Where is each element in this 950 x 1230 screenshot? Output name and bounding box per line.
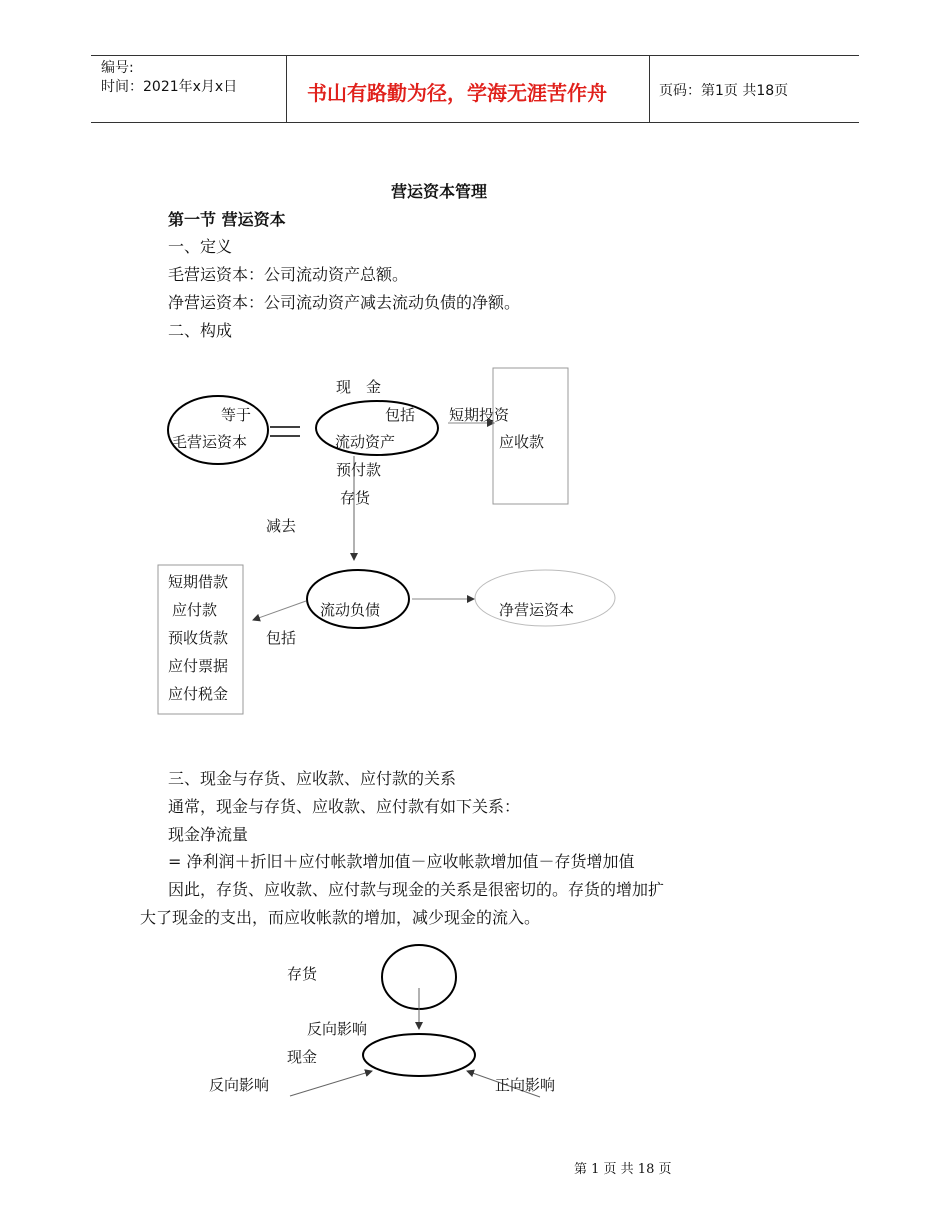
label-reverse-left: 反向影响 <box>209 1076 270 1094</box>
label-equals: 等于 <box>221 406 252 424</box>
label-current-liab: 流动负债 <box>320 601 381 619</box>
paragraph-net-cashflow: 现金净流量 <box>168 825 249 844</box>
footer-page-number: 第 1 页 共 18 页 <box>574 1162 672 1177</box>
label-minus: 减去 <box>266 517 297 535</box>
liab-item: 应付票据 <box>168 657 229 675</box>
paragraph-therefore-1: 因此，存货、应收款、应付款与现金的关系是很密切的。存货的增加扩 <box>168 880 665 899</box>
label-reverse-top: 反向影响 <box>307 1020 368 1038</box>
definition-gross: 毛营运资本：公司流动资产总额。 <box>168 265 409 284</box>
cash-ellipse <box>363 1034 475 1076</box>
liab-item: 应付税金 <box>168 685 229 703</box>
header-motto: 书山有路勤为径，学海无涯苦作舟 <box>307 81 607 105</box>
liab-arrow <box>253 601 306 620</box>
paragraph-usually: 通常，现金与存货、应收款、应付款有如下关系： <box>168 797 521 816</box>
label-inventory-2: 存货 <box>287 965 318 983</box>
document-title: 营运资本管理 <box>391 182 488 201</box>
heading-relationship: 三、现金与存货、应收款、应付款的关系 <box>168 769 457 788</box>
liab-item: 应付款 <box>172 601 218 619</box>
label-cash: 现 金 <box>336 378 382 396</box>
label-includes-top: 包括 <box>385 406 416 424</box>
definition-net: 净营运资本：公司流动资产减去流动负债的净额。 <box>168 293 521 312</box>
label-current-assets: 流动资产 <box>335 433 396 451</box>
formula: = 净利润＋折旧＋应付帐款增加值－应收帐款增加值－存货增加值 <box>168 852 635 871</box>
paragraph-therefore-2: 大了现金的支出，而应收帐款的增加，减少现金的流入。 <box>140 908 541 927</box>
label-gross-wc: 毛营运资本 <box>172 433 248 451</box>
serial-label: 编号: <box>101 60 134 76</box>
page-info: 页码：第1页 共18页 <box>659 83 789 99</box>
label-includes-bottom: 包括 <box>266 629 297 647</box>
label-short-invest: 短期投资 <box>449 406 510 424</box>
label-prepaid: 预付款 <box>336 461 382 479</box>
label-inventory: 存货 <box>340 489 371 507</box>
liab-item: 短期借款 <box>168 573 229 591</box>
label-receivables: 应收款 <box>499 433 545 451</box>
heading-composition: 二、构成 <box>168 321 233 340</box>
heading-definition: 一、定义 <box>168 237 233 256</box>
section-heading: 第一节 营运资本 <box>168 210 286 229</box>
time-label: 时间：2021年x月x日 <box>101 79 238 95</box>
label-positive-right: 正向影响 <box>495 1076 556 1094</box>
liab-item: 预收货款 <box>168 629 229 647</box>
label-net-wc: 净营运资本 <box>499 601 575 619</box>
gross-wc-ellipse <box>168 396 268 464</box>
label-cash-2: 现金 <box>287 1048 318 1066</box>
left-impact-arrow <box>290 1071 372 1096</box>
